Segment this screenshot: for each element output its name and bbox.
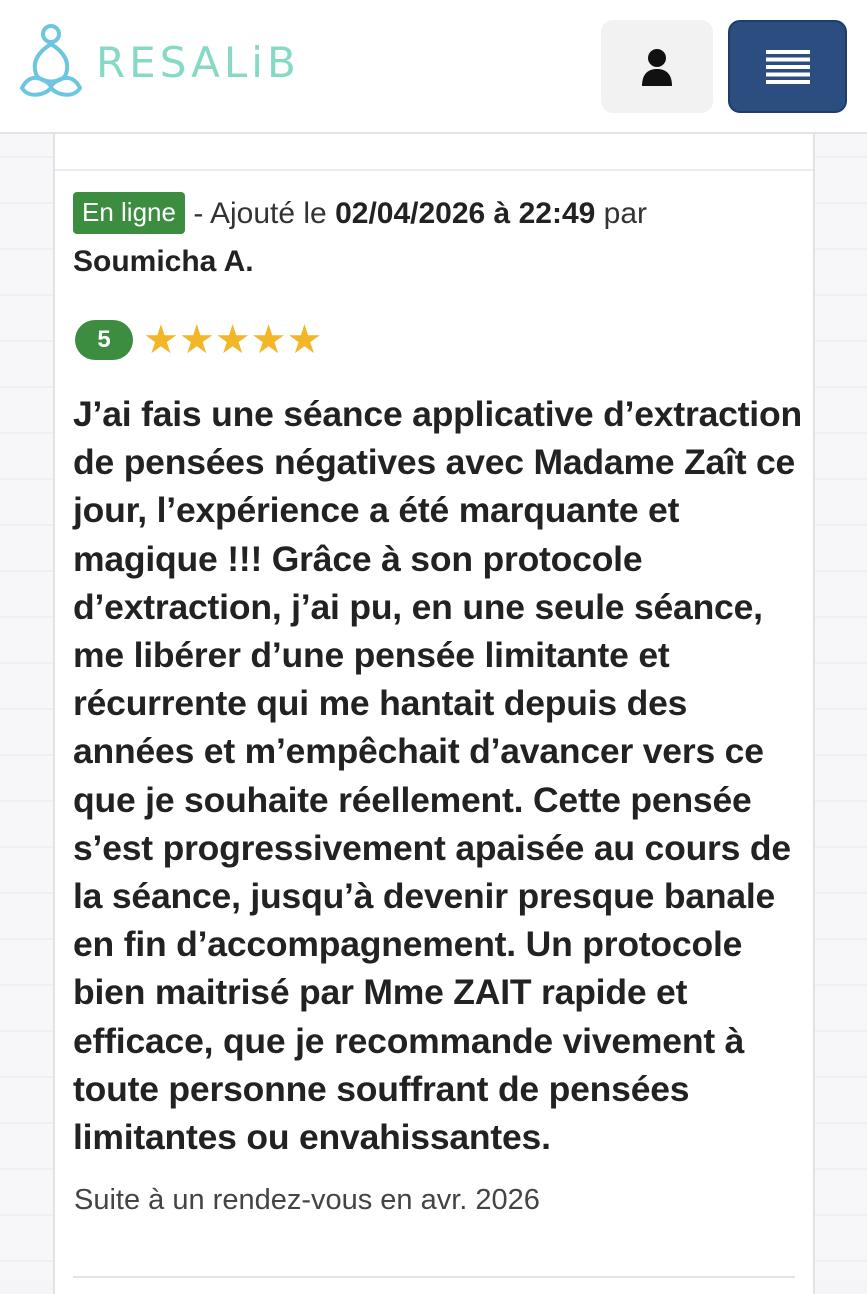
logo[interactable] [18,22,300,102]
review-author: Soumicha A. [73,245,254,278]
background-right [815,134,867,1280]
user-icon [640,48,674,86]
brand-name: RESALiB [96,37,300,87]
rating [75,318,323,362]
star-rating [143,318,323,362]
status-badge: En ligne [73,192,185,234]
hamburger-menu-icon [766,50,810,84]
rating-score: 5 [75,320,133,360]
review-text: J’ai fais une séance applicative d’extraction de pensées négatives avec Madame Zaît ce jour, l’expérience a été marquante et magique !!! Grâce à son protocole d’extraction, j’ai pu, en une seule séance, me libérer d’une pensée limitante et récurrente qui me hantait depuis des années et m’empêchait d’avancer vers ce que je souhaite réellement. Cette pensée s’est progressivement apaisée au cours de la séance, jusqu’à devenir presque banale en fin d’accompagnement. Un protocole bien maitrisé par Mme ZAIT rapide et efficace, que je recommande vivement à toute personne souffrant de pensées limitantes ou envahissantes. [73,394,802,1158]
review-card [53,134,815,1294]
added-prefix: - Ajouté le [193,197,327,230]
meditation-figure-icon [18,22,84,102]
by-label: par [603,197,648,230]
review-date: 02/04/2026 à 22:49 [335,197,596,230]
appointment-note: Suite à un rendez-vous en avr. 2026 [74,1184,540,1216]
account-button[interactable] [601,20,713,113]
divider [73,1276,795,1278]
background-left [0,134,54,1280]
site-header [0,0,867,134]
review-meta [73,190,798,286]
menu-button[interactable] [728,20,847,113]
divider [55,169,813,171]
star-icons: ★★★★★ [143,318,323,362]
